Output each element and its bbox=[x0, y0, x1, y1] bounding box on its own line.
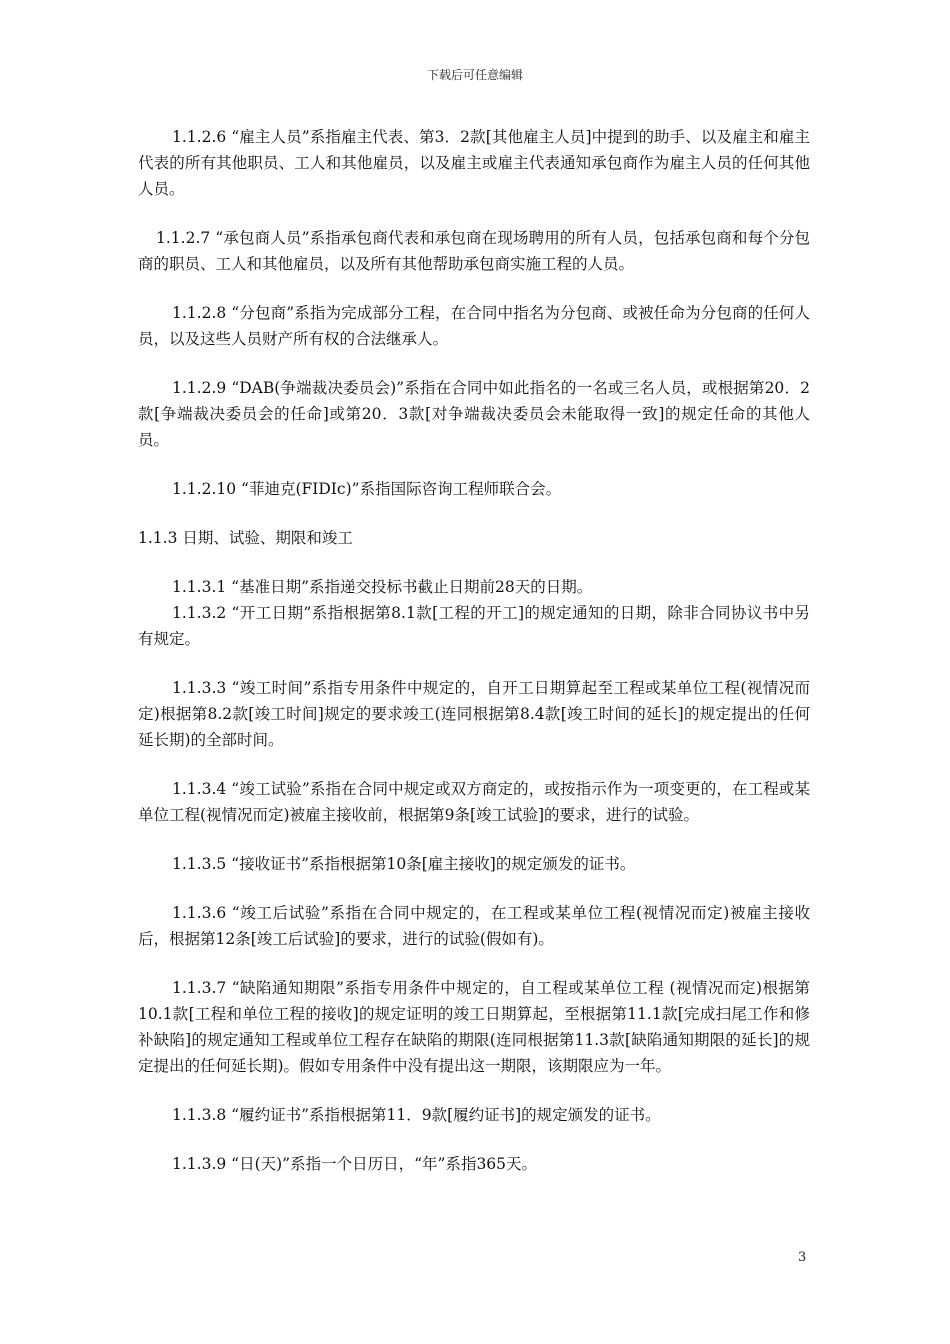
clause-1-1-2-7: 1.1.2.7 “承包商人员”系指承包商代表和承包商在现场聘用的所有人员，包括承包商和每个分包商的职员、工人和其他雇员，以及所有其他帮助承包商实施工程的人员。 bbox=[138, 229, 810, 273]
page-header: 下载后可任意编辑 bbox=[426, 68, 523, 82]
clause-1-1-2-10: 1.1.2.10 “菲迪克(FIDIc)”系指国际咨询工程师联合会。 bbox=[172, 480, 562, 498]
clause-1-1-3-6: 1.1.3.6 “竣工后试验”系指在合同中规定的，在工程或某单位工程(视情况而定)被雇主接收后，根据第12条[竣工后试验]的要求，进行的试验(假如有)。 bbox=[138, 904, 810, 948]
clause-1-1-3-4: 1.1.3.4 “竣工试验”系指在合同中规定或双方商定的，或按指示作为一项变更的，在工程或某单位工程(视情况而定)被雇主接收前，根据第9条[竣工试验]的要求，进行的试验。 bbox=[138, 780, 810, 824]
clause-1-1-2-9: 1.1.2.9 “DAB(争端裁决委员会)”系指在合同中如此指名的一名或三名人员，或根据第20．2款[争端裁决委员会的任命]或第20．3款[对争端裁决委员会未能取得一致]的规定任命的其他人员。 bbox=[138, 379, 810, 449]
clause-1-1-2-6: 1.1.2.6 “雇主人员”系指雇主代表、第3．2款[其他雇主人员]中提到的助手、以及雇主和雇主代表的所有其他职员、工人和其他雇员，以及雇主或雇主代表通知承包商作为雇主人员的任何其他人员。 bbox=[138, 128, 810, 198]
clause-1-1-3-3: 1.1.3.3 “竣工时间”系指专用条件中规定的，自开工日期算起至工程或某单位工程(视情况而定)根据第8.2款[竣工时间]规定的要求竣工(连同根据第8.4款[竣工时间的延长]的规定提出的任何延长期)的全部时间。 bbox=[138, 679, 810, 749]
section-heading-1-1-3: 1.1.3 日期、试验、期限和竣工 bbox=[138, 529, 353, 547]
clause-1-1-3-5: 1.1.3.5 “接收证书”系指根据第10条[雇主接收]的规定颁发的证书。 bbox=[172, 855, 636, 873]
clause-1-1-3-2: 1.1.3.2 “开工日期”系指根据第8.1款[工程的开工]的规定通知的日期，除非合同协议书中另有规定。 bbox=[138, 604, 810, 648]
document-body bbox=[138, 124, 810, 1200]
page-number: 3 bbox=[798, 1250, 807, 1265]
clause-1-1-2-8: 1.1.2.8 “分包商”系指为完成部分工程，在合同中指名为分包商、或被任命为分包商的任何人员，以及这些人员财产所有权的合法继承人。 bbox=[138, 304, 810, 348]
clause-1-1-3-8: 1.1.3.8 “履约证书”系指根据第11．9款[履约证书]的规定颁发的证书。 bbox=[172, 1106, 661, 1124]
clause-1-1-3-7: 1.1.3.7 “缺陷通知期限”系指专用条件中规定的，自工程或某单位工程 (视情况而定)根据第10.1款[工程和单位工程的接收]的规定证明的竣工日期算起，至根据第11.1款[完成扫尾工作和修补缺陷]的规定通知工程或单位工程存在缺陷的期限(连同根据第11.3款[缺陷通知期限的延长]的规定提出的任何延长期)。假如专用条件中没有提出这一期限，该期限应为一年。 bbox=[138, 979, 811, 1075]
clause-1-1-3-9: 1.1.3.9 “日(天)”系指一个日历日，“年”系指365天。 bbox=[172, 1155, 538, 1173]
clause-1-1-3-1: 1.1.3.1 “基准日期”系指递交投标书截止日期前28天的日期。 bbox=[172, 578, 593, 596]
